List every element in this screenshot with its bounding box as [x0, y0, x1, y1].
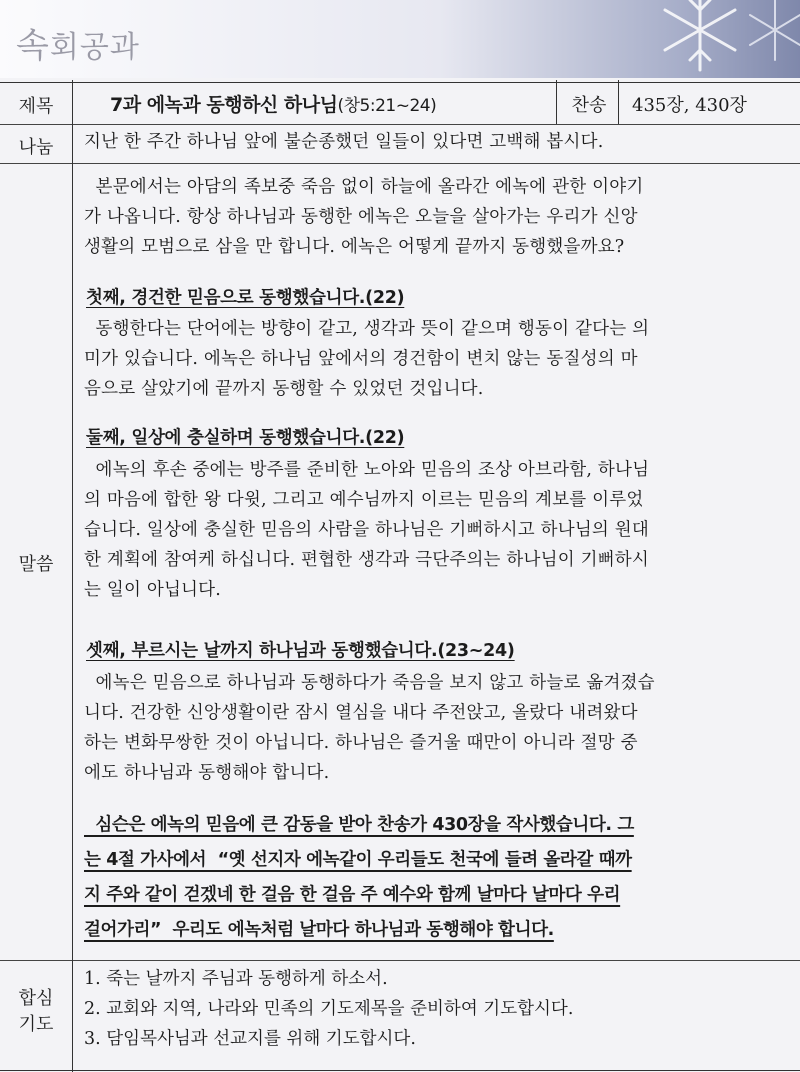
row-divider: [0, 163, 800, 164]
text-line: 걸어가리” 우리도 에녹처럼 날마다 하나님과 동행해야 합니다.: [84, 920, 554, 940]
point-2-body: [84, 455, 760, 605]
text-line: 생활의 모범으로 삼을 만 합니다. 에녹은 어떻게 끝까지 동행했을까요?: [84, 237, 625, 257]
share-text: 지난 한 주간 하나님 앞에 불순종했던 일들이 있다면 고백해 봅시다.: [84, 132, 604, 152]
header-title-first: 속: [16, 26, 50, 66]
text-line: 에녹의 후손 중에는 방주를 준비한 노아와 믿음의 조상 아브라함, 하나님: [84, 460, 650, 480]
prayer-list: [84, 964, 573, 1054]
prayer-item: 1. 죽는 날까지 주님과 동행하게 하소서.: [84, 969, 388, 989]
text-line: 한 계획에 참여케 하십니다. 편협한 생각과 극단주의는 하나님이 기뻐하시: [84, 550, 650, 570]
point-3-body: [84, 668, 760, 788]
text-line: 하는 변화무쌍한 것이 아닙니다. 하나님은 즐거울 때만이 아니라 절망 중: [84, 733, 638, 753]
table-bottom-border: [0, 1070, 800, 1071]
prayer-label: [0, 986, 72, 1038]
table-top-border: [0, 82, 800, 83]
text-line: 가 나옵니다. 항상 하나님과 동행한 에녹은 오늘을 살아가는 우리가 신앙: [84, 207, 638, 227]
word-label: 말씀: [18, 554, 54, 575]
prayer-label-line: 합심: [18, 988, 54, 1009]
hymn-column-border: [556, 80, 557, 124]
lesson-reference: (창5:21~24): [337, 96, 437, 116]
lesson-table: [0, 80, 800, 1072]
text-line: 심슨은 에녹의 믿음에 큰 감동을 받아 찬송가 430장을 작사했습니다. 그: [84, 815, 634, 835]
point-1-body: [84, 314, 760, 404]
text-line: 동행한다는 단어에는 방향이 같고, 생각과 뜻이 같으며 행동이 같다는 의: [84, 319, 650, 339]
point-3-heading: 셋째, 부르시는 날까지 하나님과 동행했습니다.(23~24): [86, 641, 515, 661]
closing-paragraph: [84, 808, 764, 948]
prayer-label-line: 기도: [18, 1014, 54, 1035]
text-line: 는 4절 가사에서 “옛 선지자 에녹같이 우리들도 천국에 들려 올라갈 때까: [84, 850, 632, 870]
intro-paragraph: [84, 172, 760, 262]
title-label: 제목: [18, 96, 54, 117]
point-2-heading: 둘째, 일상에 충실하며 동행했습니다.(22): [86, 428, 405, 448]
prayer-item: 2. 교회와 지역, 나라와 민족의 기도제목을 준비하여 기도합시다.: [84, 999, 574, 1019]
text-line: 에도 하나님과 동행해야 합니다.: [84, 763, 330, 783]
header-title-rest: 회공과: [49, 30, 140, 65]
hymn-label: 찬송: [571, 95, 607, 116]
label-column-border: [72, 80, 73, 1072]
text-line: 지 주와 같이 걷겠네 한 걸음 한 걸음 주 예수와 함께 날마다 날마다 우리: [84, 885, 621, 905]
share-label: 나눔: [18, 137, 54, 158]
text-line: 미가 있습니다. 에녹은 하나님 앞에서의 경건함이 변치 않는 동질성의 마: [84, 349, 638, 369]
snowflake-decoration-icon: [590, 0, 800, 80]
text-line: 의 마음에 합한 왕 다윗, 그리고 예수님까지 이르는 믿음의 계보를 이루었: [84, 490, 644, 510]
lesson-title: [110, 90, 436, 117]
text-line: 본문에서는 아담의 족보중 죽음 없이 하늘에 올라간 에녹에 관한 이야기: [84, 177, 644, 197]
lesson-title-text: 7과 에녹과 동행하신 하나님: [110, 94, 338, 116]
text-line: 에녹은 믿음으로 하나님과 동행하다가 죽음을 보지 않고 하늘로 옮겨졌습: [84, 673, 655, 693]
hymn-column-border: [618, 80, 619, 124]
text-line: 음으로 살았기에 끝까지 동행할 수 있었던 것입니다.: [84, 379, 484, 399]
text-line: 습니다. 일상에 충실한 믿음의 사람을 하나님은 기뻐하시고 하나님의 원대: [84, 520, 650, 540]
text-line: 니다. 건강한 신앙생활이란 잠시 열심을 내다 주전앉고, 올랐다 내려왔다: [84, 703, 638, 723]
row-divider: [0, 124, 800, 125]
header-title: [16, 18, 140, 67]
row-divider: [0, 960, 800, 961]
prayer-item: 3. 담임목사님과 선교지를 위해 기도합시다.: [84, 1029, 416, 1049]
hymn-numbers: 435장, 430장: [632, 95, 747, 116]
point-1-heading: 첫째, 경건한 믿음으로 동행했습니다.(22): [86, 288, 405, 308]
text-line: 는 일이 아닙니다.: [84, 580, 222, 600]
